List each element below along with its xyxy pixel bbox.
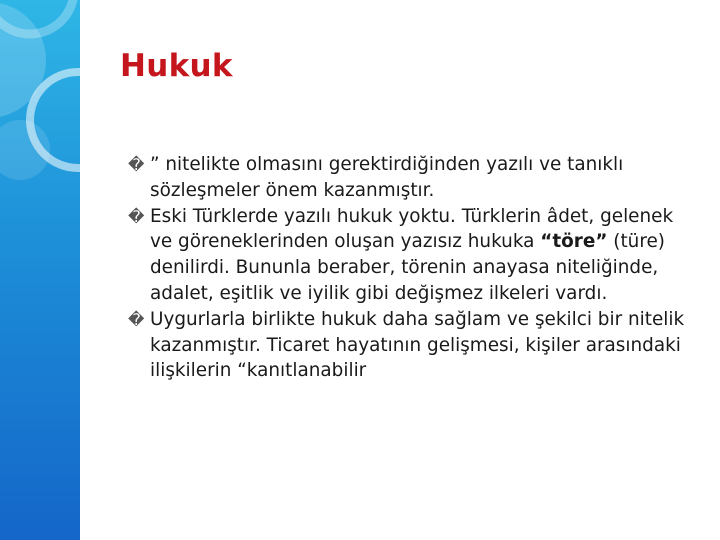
bullet-glyph-icon: � [128,309,145,329]
bullet-item [128,307,698,384]
bullet-glyph-icon: � [128,155,145,174]
bullet-text: Eski Türklerde yazılı hukuk yoktu. Türklerin âdet, gelenek ve göreneklerinden oluşan yazısız hukuka [150,205,674,253]
bullet-item [128,152,698,204]
bullet-glyph-icon: � [128,206,145,226]
bullet-text: Uygurlarla birlikte hukuk daha sağlam ve şekilci bir nitelik kazanmıştır. Ticaret hayatının gelişmesi, kişiler arasındaki ilişkilerin “kanıtlanabilir [150,308,685,382]
bullet-text: ” nitelikte olmasını gerektirdiğinden yazılı ve tanıklı sözleşmeler önem kazanmıştır. [150,154,624,201]
slide-title: Hukuk [120,48,233,84]
decorative-circles-icon [0,0,80,540]
bullet-item [128,204,698,307]
bullet-text: (türe) denilirdi. Bununla beraber, törenin anayasa niteliğinde, adalet, eşitlik ve iyilik gibi değişmez ilkeleri vardı. [150,231,665,304]
decorative-side-band [0,0,80,540]
bullet-text-bold: “töre” [540,231,608,253]
slide-body [128,152,698,384]
